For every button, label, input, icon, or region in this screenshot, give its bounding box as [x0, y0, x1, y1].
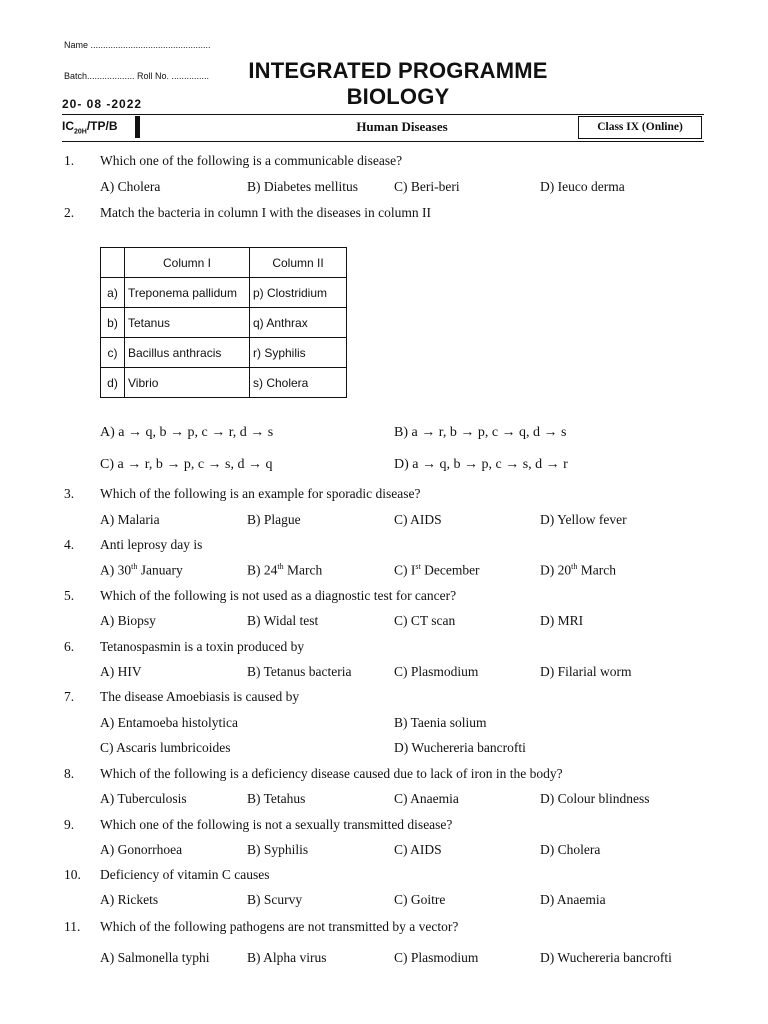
- batch-roll-line: Batch................... Roll No. ...............: [64, 71, 210, 81]
- question-number: 1.: [64, 153, 75, 168]
- row-letter: a): [101, 278, 125, 308]
- question-number: 10.: [64, 867, 81, 882]
- question-text: Tetanospasmin is a toxin produced by: [100, 639, 305, 654]
- table-row: [101, 368, 347, 398]
- table-row: [101, 308, 347, 338]
- column-2-cell: r) Syphilis: [250, 338, 347, 368]
- option-a: A) a → q, b → p, c → r, d → s: [100, 425, 274, 440]
- class-label: Class IX (Online): [578, 116, 702, 139]
- option-a: A) Rickets: [100, 892, 159, 907]
- question-text: Which of the following is not used as a diagnostic test for cancer?: [100, 588, 457, 603]
- option-d: D) Ieuco derma: [540, 179, 625, 194]
- option-c: C) Goitre: [394, 892, 446, 907]
- option-b: B) Taenia solium: [394, 715, 487, 730]
- option-b: B) Widal test: [247, 613, 319, 628]
- option-d: D) a → q, b → p, c → s, d → r: [394, 457, 568, 472]
- option-d: D) Wuchereria bancrofti: [394, 740, 526, 755]
- option-a: A) Tuberculosis: [100, 791, 187, 806]
- question-text: Which of the following is a deficiency disease caused due to lack of iron in the body?: [100, 766, 563, 781]
- table-row: [101, 278, 347, 308]
- question-number: 7.: [64, 689, 75, 704]
- match-table: [100, 247, 347, 398]
- option-d: D) 20th March: [540, 562, 616, 578]
- option-b: B) a → r, b → p, c → q, d → s: [394, 425, 567, 440]
- row-letter: b): [101, 308, 125, 338]
- question-text: Which of the following is an example for sporadic disease?: [100, 486, 421, 501]
- option-b: B) Syphilis: [247, 842, 309, 857]
- option-c: C) Plasmodium: [394, 950, 479, 965]
- option-b: B) Scurvy: [247, 892, 303, 907]
- option-c: C) Ascaris lumbricoides: [100, 740, 231, 755]
- option-d: D) MRI: [540, 613, 584, 628]
- option-c: C) Plasmodium: [394, 664, 479, 679]
- name-line: Name ................................................: [64, 40, 211, 50]
- question-number: 5.: [64, 588, 75, 603]
- option-c: C) AIDS: [394, 512, 442, 527]
- question-number: 11.: [64, 919, 81, 934]
- column-1-cell: Vibrio: [125, 368, 250, 398]
- column-1-cell: Tetanus: [125, 308, 250, 338]
- option-c: C) AIDS: [394, 842, 442, 857]
- option-a: A) Cholera: [100, 179, 161, 194]
- question-text: Which one of the following is not a sexually transmitted disease?: [100, 817, 453, 832]
- option-d: D) Cholera: [540, 842, 601, 857]
- option-a: A) Entamoeba histolytica: [100, 715, 238, 730]
- subject-title: BIOLOGY: [346, 84, 450, 109]
- question-number: 9.: [64, 817, 75, 832]
- question-number: 8.: [64, 766, 75, 781]
- row-letter: d): [101, 368, 125, 398]
- option-c: C) Anaemia: [394, 791, 459, 806]
- option-d: D) Colour blindness: [540, 791, 650, 806]
- column-2-header: Column II: [250, 248, 347, 278]
- column-1-cell: Bacillus anthracis: [125, 338, 250, 368]
- option-a: A) HIV: [100, 664, 142, 679]
- option-b: B) Alpha virus: [247, 950, 327, 965]
- option-b: B) Tetahus: [247, 791, 306, 806]
- question-text: Match the bacteria in column I with the diseases in column II: [100, 205, 432, 220]
- question-number: 3.: [64, 486, 75, 501]
- option-a: A) Malaria: [100, 512, 160, 527]
- header-bar: [62, 114, 704, 142]
- option-b: B) Tetanus bacteria: [247, 664, 352, 679]
- option-c: C) a → r, b → p, c → s, d → q: [100, 457, 273, 472]
- option-a: A) 30th January: [100, 562, 183, 578]
- option-a: A) Gonorrhoea: [100, 842, 183, 857]
- column-2-cell: p) Clostridium: [250, 278, 347, 308]
- option-b: B) Plague: [247, 512, 301, 527]
- column-1-cell: Treponema pallidum: [125, 278, 250, 308]
- question-number: 6.: [64, 639, 75, 654]
- option-d: D) Filarial worm: [540, 664, 632, 679]
- question-number: 4.: [64, 537, 75, 552]
- question-text: Anti leprosy day is: [100, 537, 203, 552]
- divider-bar: [135, 116, 140, 138]
- column-2-cell: s) Cholera: [250, 368, 347, 398]
- option-b: B) Diabetes mellitus: [247, 179, 358, 194]
- question-number: 2.: [64, 205, 75, 220]
- option-d: D) Wuchereria bancrofti: [540, 950, 672, 965]
- question-text: The disease Amoebiasis is caused by: [100, 689, 300, 704]
- row-letter: c): [101, 338, 125, 368]
- column-2-cell: q) Anthrax: [250, 308, 347, 338]
- option-a: A) Biopsy: [100, 613, 156, 628]
- option-b: B) 24th March: [247, 562, 323, 578]
- exam-date: 20- 08 -2022: [62, 97, 143, 111]
- option-c: C) Ist December: [394, 562, 480, 578]
- option-c: C) CT scan: [394, 613, 456, 628]
- question-text: Which of the following pathogens are not transmitted by a vector?: [100, 919, 459, 934]
- option-d: D) Yellow fever: [540, 512, 627, 527]
- programme-title: INTEGRATED PROGRAMME: [248, 58, 548, 83]
- option-a: A) Salmonella typhi: [100, 950, 210, 965]
- table-header-row: [101, 248, 347, 278]
- option-c: C) Beri-beri: [394, 179, 460, 194]
- column-1-header: Column I: [125, 248, 250, 278]
- paper-code: $IC_{20H}/TP/B$: [62, 119, 118, 136]
- question-text: Which one of the following is a communicable disease?: [100, 153, 403, 168]
- question-text: Deficiency of vitamin C causes: [100, 867, 270, 882]
- topic-title: Human Diseases: [356, 119, 448, 134]
- option-d: D) Anaemia: [540, 892, 606, 907]
- table-row: [101, 338, 347, 368]
